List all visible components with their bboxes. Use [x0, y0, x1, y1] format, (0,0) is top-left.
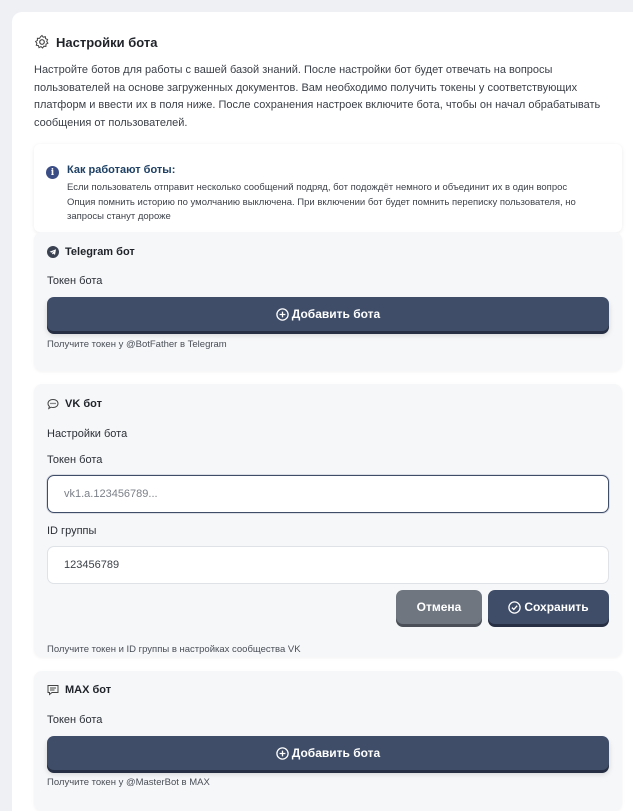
telegram-icon	[47, 246, 59, 258]
telegram-card-header	[47, 246, 135, 258]
page-description: Настройте ботов для работы с вашей базой знаний. После настройки бот будет отвечать на вопросы пользователей на основе загруженных документов. Вам необходимо получить токены у соответствующих платформ и ввести их в поля ниже. После сохранения настроек включите бота, чтобы он начал обрабатывать сообщения от пользователей.	[34, 64, 601, 129]
howto-line: Если пользователь отправит несколько сообщений подряд, бот подождёт немного и объединит их в один вопрос	[67, 182, 568, 193]
telegram-bot-card	[34, 232, 622, 371]
max-bot-card	[34, 671, 622, 811]
vk-cancel-label: Отмена	[416, 600, 462, 614]
max-token-label: Токен бота	[47, 714, 103, 726]
max-card-title: MAX бот	[65, 684, 112, 696]
howto-line: запросы станут дороже	[67, 211, 171, 222]
max-add-bot-label: Добавить бота	[291, 746, 381, 760]
info-icon: i	[46, 166, 59, 179]
vk-cancel-button[interactable]	[396, 590, 482, 624]
vk-card-header	[47, 398, 102, 410]
telegram-card-title: Telegram бот	[65, 246, 135, 258]
chat-bubble-icon	[47, 398, 59, 410]
telegram-add-bot-button[interactable]	[47, 297, 609, 331]
max-hint: Получите токен у @MasterBot в MAX	[47, 777, 210, 788]
telegram-token-label: Токен бота	[47, 275, 103, 287]
telegram-add-bot-label: Добавить бота	[291, 307, 381, 321]
vk-settings-label: Настройки бота	[47, 428, 128, 440]
bot-settings-panel	[12, 12, 633, 811]
check-circle-icon	[508, 601, 521, 614]
page-title: Настройки бота	[56, 34, 158, 50]
vk-save-label: Сохранить	[524, 600, 589, 614]
vk-token-input[interactable]	[47, 475, 609, 513]
max-card-header	[47, 684, 111, 696]
howto-title: Как работают боты:	[67, 164, 176, 176]
howto-line: Опция помнить историю по умолчанию выключена. При включении бот будет помнить переписку пользователя, но	[67, 197, 576, 208]
vk-bot-card	[34, 384, 622, 657]
max-add-bot-button[interactable]	[47, 736, 609, 770]
vk-card-title: VK бот	[65, 398, 102, 410]
gear-icon	[34, 34, 50, 50]
plus-circle-icon	[276, 308, 289, 321]
vk-token-label: Токен бота	[47, 454, 103, 466]
page-header	[34, 34, 157, 50]
vk-group-id-label: ID группы	[47, 525, 97, 537]
vk-hint: Получите токен и ID группы в настройках сообщества VK	[47, 644, 301, 655]
message-icon	[47, 684, 59, 696]
howto-info-box	[34, 144, 622, 232]
vk-save-button[interactable]	[488, 590, 609, 624]
telegram-hint: Получите токен у @BotFather в Telegram	[47, 339, 227, 350]
vk-group-id-input[interactable]	[47, 546, 609, 584]
plus-circle-icon	[276, 747, 289, 760]
